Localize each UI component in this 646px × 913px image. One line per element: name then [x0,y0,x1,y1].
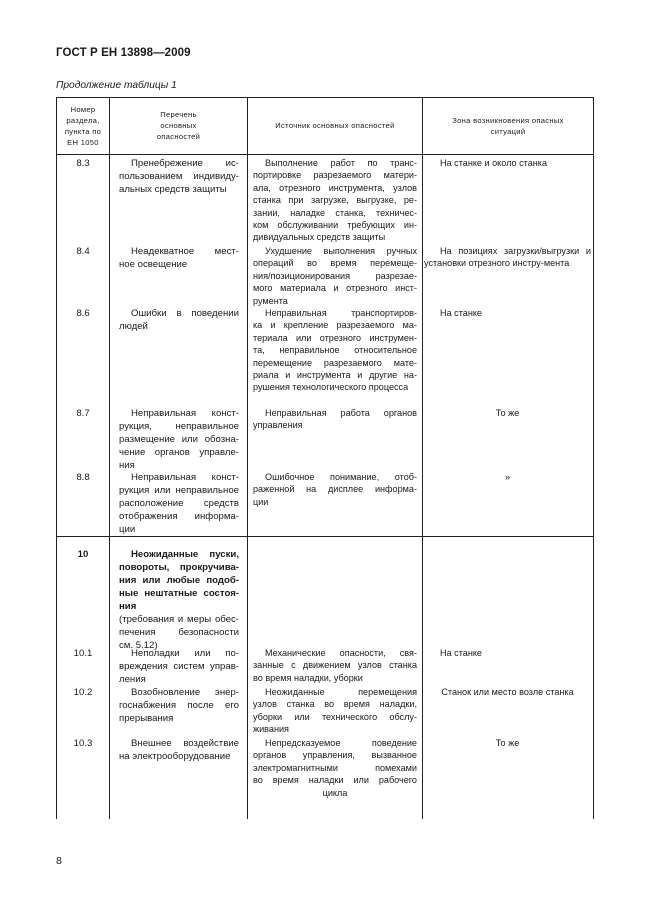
row-number: 8.3 [76,158,90,169]
row-number: 8.4 [76,246,90,257]
column-header-zone: Зона возникновения опасных ситуаций [452,115,564,136]
hazard-cell: Пренебрежение ис- пользованием индивиду- альных средств защиты [119,158,239,195]
hazard-cell: Внешнее воздействие на электрооборудование [119,738,239,762]
source-cell: Непредсказуемое поведение органов управления, вызванное электромагнитными помехами во время наладки или рабочего цикла [253,738,417,798]
zone-cell: » [504,472,511,482]
hazard-cell: Неправильная конст- рукция или неправильное расположение средств отображения информа- ции [119,472,239,535]
source-cell: Механические опасности, свя- занные с движением узлов станка во время наладки, уборки [253,648,417,683]
row-number: 10.3 [73,738,93,749]
column-divider [109,97,110,819]
source-cell: Неожиданные перемещения узлов станка во время наладки, уборки или технического обслу- живания [253,687,417,735]
zone-cell: На станке [440,648,482,658]
hazards-table [56,97,594,819]
source-cell: Выполнение работ по транс- портировке разрезаемого матери- ала, отрезного инструмента, узлов станка при загрузке, выгрузке, ре- зании, наладке станка, техничес- ком обслуживании требующих ин- дивидуальных средств защиты [253,158,417,243]
source-cell: Ошибочное понимание, отоб- раженной на дисплее информа- ции [253,472,417,507]
zone-cell: На станке [440,308,482,318]
hazard-cell: Неадекватное мест- ное освещение [119,246,239,270]
zone-cell: То же [495,408,520,418]
column-divider [422,97,423,819]
hazard-cell: Неожиданные пуски, повороты, прокручива- ния или любые подоб- ные нештатные состоя- ния (требования и меры обес- печения безопасности см. 5.12) [119,549,239,651]
doc-title: ГОСТ Р ЕН 13898—2009 [56,47,191,59]
column-header-number: Номер раздела, пункта по ЕН 1050 [64,104,102,147]
hazard-cell: Возобновление энер- госнабжения после его прерывания [119,687,239,724]
row-number: 8.7 [76,408,90,419]
source-cell: Ухудшение выполнения ручных операций во время перемеще- ния/позиционирования разрезае- мого материала и отрезного инст- румента [253,246,417,306]
zone-cell: Станок или место возле станка [441,687,574,697]
zone-cell: На позициях загрузки/выгрузки и установки отрезного инстру-мента [424,246,591,269]
section-divider [57,536,593,537]
row-number: 10.2 [73,687,93,698]
source-cell: Неправильная работа органов управления [253,408,417,431]
hazard-cell: Ошибки в поведении людей [119,308,239,332]
column-header-hazards: Перечень основных опасностей [156,110,201,141]
header-bottom-border [57,154,593,155]
row-number: 8.6 [76,308,90,319]
page-number: 8 [56,855,62,867]
row-number: 8.8 [76,472,90,483]
hazard-cell: Неправильная конст- рукция, неправильное размещение или обозна- чение органов управле- ния [119,408,239,471]
zone-cell: То же [495,738,520,748]
row-number: 10 [77,549,89,560]
zone-cell: На станке и около станка [440,158,548,168]
row-number: 10.1 [73,648,93,659]
column-header-source: Источник основных опасностей [275,121,395,130]
hazard-cell: Неполадки или по- вреждения систем управ- ления [119,648,239,685]
table-continuation-caption: Продолжение таблицы 1 [56,80,177,91]
source-cell: Неправильная транспортиров- ка и крепление разрезаемого ма- териала или отрезного инструмен- та, неправильное относительное перемещение разрезаемого мате- риала и инструмента и другие на- рушения технологического процесса [253,308,417,393]
column-divider [247,97,248,819]
